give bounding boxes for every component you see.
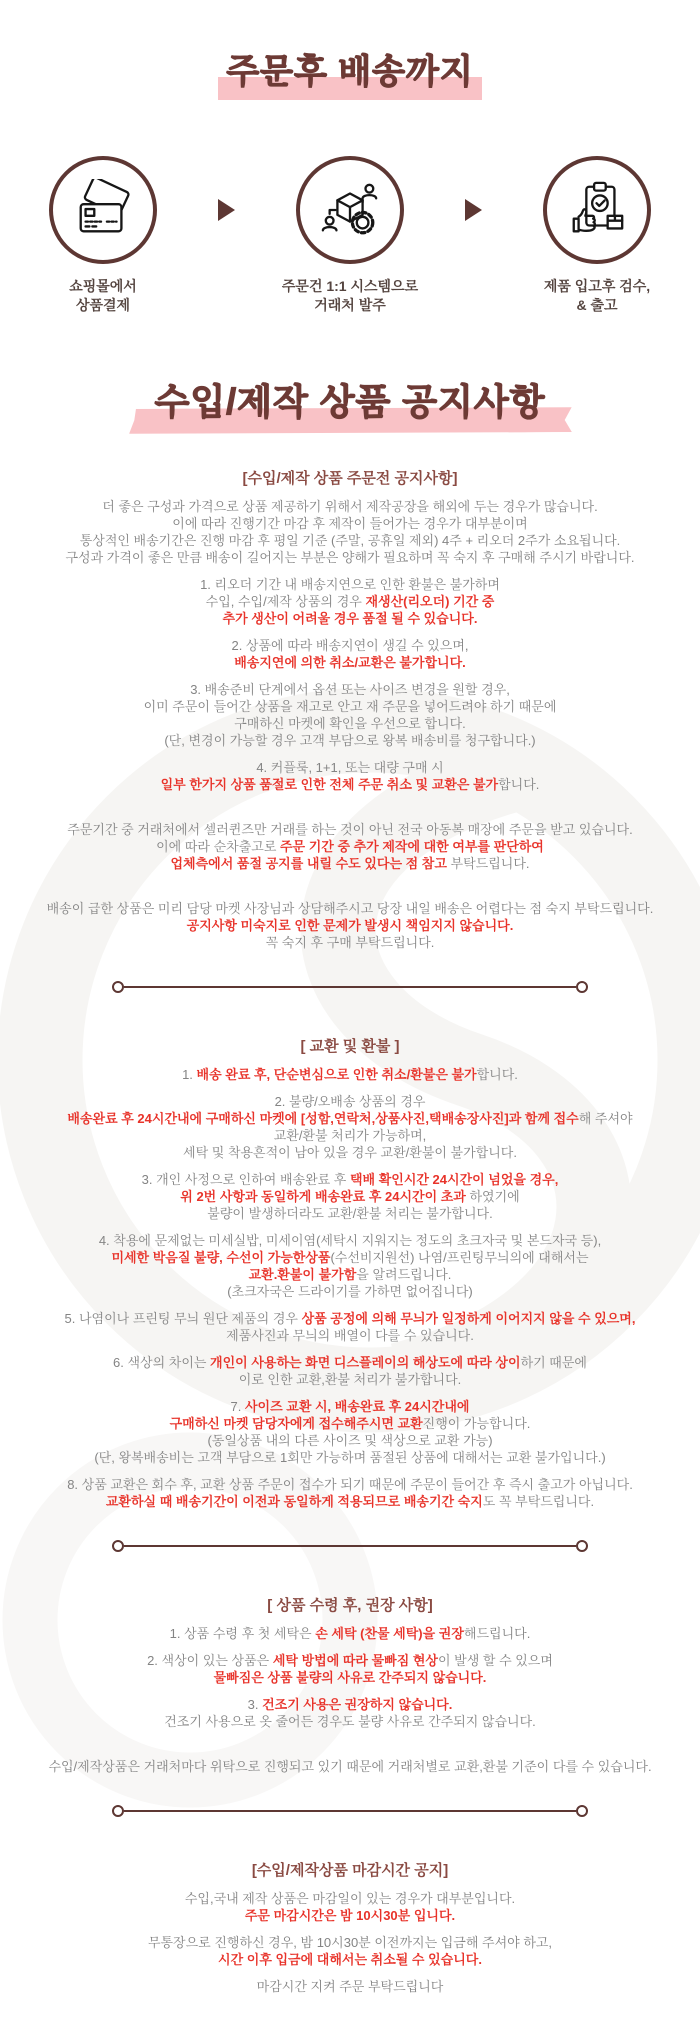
text-segment: 배송완료 후 24시간내에 구매하신 마켓에 [성함,연락처,상품사진,택배송장사진]과 함께 접수 — [67, 1111, 579, 1126]
text-segment: 1. — [182, 1067, 197, 1082]
notice-item — [0, 1978, 700, 1995]
text-segment: 사이즈 교환 시, 배송완료 후 24시간내에 — [244, 1399, 470, 1414]
text-segment: 5. 나염이나 프린팅 무늬 원단 제품의 경우 — [64, 1311, 302, 1326]
text-segment: 시간 이후 입금에 대해서는 취소될 수 있습니다. — [218, 1952, 482, 1967]
text-line — [0, 610, 700, 627]
text-segment: 이에 따라 진행기간 마감 후 제작이 들어가는 경우가 대부분이며 — [172, 516, 528, 531]
divider-line — [124, 1810, 576, 1813]
step-label-line: 쇼핑몰에서 — [69, 278, 137, 294]
text-segment: 건조기 사용은 권장하지 않습니다. — [262, 1697, 453, 1712]
text-line — [0, 1476, 700, 1493]
text-segment: 건조기 사용으로 옷 줄어든 경우도 불량 사유로 간주되지 않습니다. — [164, 1714, 536, 1729]
divider-endpoint — [112, 981, 124, 993]
step-order-system — [257, 156, 443, 315]
text-line — [0, 1205, 700, 1222]
step-label — [69, 277, 137, 315]
notice-item — [0, 1066, 700, 1083]
text-segment: (수선비지원선) 나염/프린팅무늬의에 대해서는 — [330, 1250, 589, 1265]
notice-item — [0, 498, 700, 566]
text-line — [0, 1354, 700, 1371]
text-line — [0, 1713, 700, 1730]
text-segment: 더 좋은 구성과 가격으로 상품 제공하기 위해서 제작공장을 해외에 두는 경우가 많습니다. — [102, 499, 598, 514]
text-line — [0, 1266, 700, 1283]
text-segment: 꼭 숙지 후 구매 부탁드립니다. — [265, 935, 435, 950]
notice-item — [0, 1890, 700, 1924]
text-line — [0, 1493, 700, 1510]
text-segment: 공지사항 미숙지로 인한 문제가 발생시 책임지지 않습니다. — [186, 918, 514, 933]
notice-item — [0, 1652, 700, 1686]
text-line — [0, 1907, 700, 1924]
text-segment: 해 주셔야 — [578, 1111, 633, 1126]
text-segment: 부탁드립니다. — [450, 856, 530, 871]
text-line — [0, 1951, 700, 1968]
notice-item — [0, 1310, 700, 1344]
step-inspection — [504, 156, 690, 315]
notice-item — [0, 1625, 700, 1642]
text-line — [0, 917, 700, 934]
text-segment: 주문 기간 중 추가 제작에 대한 여부를 판단하여 — [279, 839, 544, 854]
section-heading: [수입/제작상품 마감시간 공지] — [251, 1862, 449, 1879]
text-segment: 이 발생 할 수 있으며 — [438, 1653, 553, 1668]
text-line — [0, 1066, 700, 1083]
text-line — [0, 1144, 700, 1161]
step-label-line: 거래처 발주 — [314, 297, 386, 313]
text-line — [0, 498, 700, 515]
notice-item — [0, 1696, 700, 1730]
text-segment: 6. 색상의 차이는 — [113, 1355, 211, 1370]
step-circle — [49, 156, 157, 264]
text-line — [0, 1232, 700, 1249]
text-line — [0, 1432, 700, 1449]
text-line — [0, 515, 700, 532]
text-line — [0, 681, 700, 698]
divider-endpoint — [576, 981, 588, 993]
text-segment: 재생산(리오더) 기간 중 — [365, 594, 495, 609]
text-line — [0, 1625, 700, 1642]
notice-title — [155, 379, 546, 425]
step-label-line: 상품결제 — [75, 297, 131, 313]
text-line — [0, 1171, 700, 1188]
notice-item — [0, 1476, 700, 1510]
text-segment: 추가 생산이 어려울 경우 품절 될 수 있습니다. — [222, 611, 478, 626]
text-segment: 주문기간 중 거래처에서 셀러퀸즈만 거래를 하는 것이 아닌 전국 아동복 매장에 주문을 받고 있습니다. — [67, 822, 633, 837]
text-segment: 합니다. — [476, 1067, 518, 1082]
text-segment: 하기 때문에 — [520, 1355, 587, 1370]
text-segment: 교환/환불 처리가 가능하며, — [273, 1128, 427, 1143]
text-segment: 1. 리오더 기간 내 배송지연으로 인한 환불은 불가하며 — [200, 577, 500, 592]
text-segment: 손 세탁 (찬물 세탁)을 권장 — [315, 1626, 464, 1641]
text-segment: 교환하실 때 배송기간이 이전과 동일하게 적용되므로 배송기간 숙지 — [105, 1494, 483, 1509]
notice-item — [0, 759, 700, 793]
text-segment: 배송이 급한 상품은 미리 담당 마켓 사장님과 상담해주시고 당장 내일 배송은 어렵다는 점 숙지 부탁드립니다. — [46, 901, 654, 916]
text-segment: 수입,국내 제작 상품은 마감일이 있는 경우가 대부분입니다. — [184, 1891, 516, 1906]
text-segment: 하였기에 — [465, 1189, 520, 1204]
notice-item — [0, 681, 700, 749]
notice-item — [0, 1232, 700, 1300]
text-line — [0, 1327, 700, 1344]
text-line — [0, 654, 700, 671]
text-segment: 수입, 수입/제작 상품의 경우 — [205, 594, 366, 609]
section-divider — [112, 1805, 588, 1817]
text-segment: 도 꼭 부탁드립니다. — [482, 1494, 595, 1509]
notice-item — [0, 1398, 700, 1466]
text-segment: 이로 인한 교환,환불 처리가 불가합니다. — [238, 1372, 462, 1387]
divider-line — [124, 986, 576, 989]
step-label-line: 제품 입고후 검수, — [543, 278, 651, 294]
arrow-right-icon — [218, 199, 235, 221]
text-line — [0, 934, 700, 951]
divider-endpoint — [576, 1540, 588, 1552]
text-segment: 개인이 사용하는 화면 디스플레이의 해상도에 따라 상이 — [210, 1355, 521, 1370]
text-segment: 3. 배송준비 단계에서 옵션 또는 사이즈 변경을 원할 경우, — [190, 682, 510, 697]
text-segment: 미세한 박음질 불량, 수선이 가능한상품 — [111, 1250, 331, 1265]
text-line — [0, 900, 700, 917]
text-segment: 물빠짐은 상품 불량의 사유로 간주되지 않습니다. — [213, 1670, 487, 1685]
text-segment: 구성과 가격이 좋은 만큼 배송이 길어지는 부분은 양해가 필요하며 꼭 숙지 후 구매해 주시기 바랍니다. — [65, 550, 635, 565]
text-segment: (초크자국은 드라이기를 가하면 없어집니다) — [227, 1284, 473, 1299]
text-segment: 7. — [230, 1399, 245, 1414]
text-line — [0, 1696, 700, 1713]
text-segment: 3. 개인 사정으로 인하여 배송완료 후 — [141, 1172, 350, 1187]
notice-item — [0, 1354, 700, 1388]
text-line — [0, 1398, 700, 1415]
text-line — [0, 1449, 700, 1466]
notice-item — [0, 1171, 700, 1222]
text-line — [0, 759, 700, 776]
text-line — [0, 593, 700, 610]
arrow-right-icon — [465, 199, 482, 221]
text-segment: 무통장으로 진행하신 경우, 밤 10시30분 이전까지는 입금해 주셔야 하고, — [147, 1935, 553, 1950]
order-flow-steps — [0, 156, 700, 315]
divider-endpoint — [112, 1540, 124, 1552]
text-line — [0, 1093, 700, 1110]
text-line — [0, 1249, 700, 1266]
text-line — [0, 1110, 700, 1127]
order-flow-title — [226, 50, 473, 94]
text-segment: (동일상품 내의 다른 사이즈 및 색상으로 교환 가능) — [207, 1433, 493, 1448]
notice-item — [0, 637, 700, 671]
step-circle — [296, 156, 404, 264]
text-segment: 세탁 방법에 따라 물빠짐 현상 — [272, 1653, 438, 1668]
text-segment: 일부 한가지 상품 품절로 인한 전체 주문 취소 및 교환은 불가 — [160, 777, 499, 792]
order-flow-title-text: 주문후 배송까지 — [226, 53, 474, 91]
notice-paragraph — [0, 900, 700, 951]
text-line — [0, 1283, 700, 1300]
divider-endpoint — [576, 1805, 588, 1817]
notice-item — [0, 1093, 700, 1161]
text-line — [0, 1415, 700, 1432]
text-line — [0, 821, 700, 838]
text-segment: 을 알려드립니다. — [356, 1267, 452, 1282]
text-segment: 택배 확인시간 24시간이 넘었을 경우, — [349, 1172, 559, 1187]
text-segment: 4. 커플룩, 1+1, 또는 대량 구매 시 — [256, 760, 444, 775]
text-line — [0, 1188, 700, 1205]
text-line — [0, 637, 700, 654]
notice-sections — [0, 467, 700, 1995]
step-label — [544, 277, 650, 315]
section-heading: [ 상품 수령 후, 권장 사항] — [267, 1597, 433, 1614]
order-flow-title-row — [0, 0, 700, 94]
step-circle — [543, 156, 651, 264]
text-segment: 구매하신 마켓에 확인을 우선으로 합니다. — [234, 716, 466, 731]
text-segment: 수입/제작상품은 거래처마다 위탁으로 진행되고 있기 때문에 거래처별로 교환,환불 기준이 다를 수 있습니다. — [48, 1759, 652, 1774]
text-segment: 제품사진과 무늬의 배열이 다를 수 있습니다. — [226, 1328, 474, 1343]
text-line — [0, 1371, 700, 1388]
credit-card-icon — [72, 179, 134, 241]
text-line — [0, 1934, 700, 1951]
text-segment: 이미 주문이 들어간 상품을 재고로 안고 재 주문을 넣어드려야 하기 때문에 — [143, 699, 557, 714]
notice-title-row — [0, 379, 700, 425]
text-line — [0, 1310, 700, 1327]
text-line — [0, 1978, 700, 1995]
notice-item — [0, 576, 700, 627]
text-segment: 세탁 및 착용흔적이 남아 있을 경우 교환/환불이 불가합니다. — [183, 1145, 517, 1160]
text-line — [0, 715, 700, 732]
text-segment: 8. 상품 교환은 회수 후, 교환 상품 주문이 접수가 되기 때문에 주문이 들어간 후 즉시 출고가 아닙니다. — [67, 1477, 633, 1492]
text-line — [0, 698, 700, 715]
section-divider — [112, 981, 588, 993]
text-line — [0, 1890, 700, 1907]
order-system-icon — [319, 179, 381, 241]
text-segment: 업체측에서 품절 공지를 내릴 수도 있다는 점 참고 — [170, 856, 451, 871]
text-segment: 배송 완료 후, 단순변심으로 인한 취소/환불은 불가 — [196, 1067, 477, 1082]
step-label — [282, 277, 418, 315]
text-segment: 위 2번 사항과 동일하게 배송완료 후 24시간이 초과 — [180, 1189, 466, 1204]
text-line — [0, 576, 700, 593]
text-line — [0, 732, 700, 749]
text-segment: 4. 착용에 문제없는 미세실밥, 미세이염(세탁시 지워지는 정도의 초크자국 및 본드자국 등), — [98, 1233, 602, 1248]
section-heading: [ 교환 및 환불 ] — [300, 1038, 400, 1055]
text-line — [0, 1758, 700, 1775]
text-line — [0, 776, 700, 793]
text-segment: 2. 불량/오배송 상품의 경우 — [274, 1094, 426, 1109]
text-line — [0, 1652, 700, 1669]
notice-paragraph — [0, 821, 700, 872]
text-segment: 상품 공정에 의해 무늬가 일정하게 이어지지 않을 수 있으며, — [301, 1311, 636, 1326]
notice-title-text: 수입/제작 상품 공지사항 — [154, 381, 546, 422]
text-segment: 진행이 가능합니다. — [422, 1416, 531, 1431]
text-line — [0, 855, 700, 872]
step-label-line: 주문건 1:1 시스템으로 — [281, 278, 419, 294]
text-segment: 구매하신 마켓 담당자에게 접수해주시면 교환 — [169, 1416, 423, 1431]
section-heading: [수입/제작 상품 주문전 공지사항] — [242, 470, 458, 487]
divider-line — [124, 1545, 576, 1548]
text-line — [0, 838, 700, 855]
text-segment: 2. 상품에 따라 배송지연이 생길 수 있으며, — [231, 638, 469, 653]
text-line — [0, 549, 700, 566]
text-line — [0, 1127, 700, 1144]
text-segment: 1. 상품 수령 후 첫 세탁은 — [169, 1626, 316, 1641]
text-segment: 해드립니다. — [463, 1626, 531, 1641]
text-segment: 배송지연에 의한 취소/교환은 불가합니다. — [234, 655, 466, 670]
text-segment: 주문 마감시간은 밤 10시30분 입니다. — [244, 1908, 456, 1923]
text-segment: (단, 변경이 가능할 경우 고객 부담으로 왕복 배송비를 청구합니다.) — [164, 733, 536, 748]
inspect-ship-icon — [566, 179, 628, 241]
notice-item — [0, 1934, 700, 1968]
text-segment: 합니다. — [498, 777, 540, 792]
text-segment: (단, 왕복배송비는 고객 부담으로 1회만 가능하며 품절된 상품에 대해서는 교환 불가입니다.) — [94, 1450, 606, 1465]
text-segment: 3. — [247, 1697, 263, 1712]
section-divider — [112, 1540, 588, 1552]
step-payment — [10, 156, 196, 315]
text-segment: 교환.환불이 불가함 — [248, 1267, 357, 1282]
step-label-line: & 출고 — [576, 297, 618, 313]
divider-endpoint — [112, 1805, 124, 1817]
text-segment: 불량이 발생하더라도 교환/환불 처리는 불가합니다. — [207, 1206, 493, 1221]
text-segment: 통상적인 배송기간은 진행 마감 후 평일 기준 (주말, 공휴일 제외) 4주 + 리오더 2주가 소요됩니다. — [79, 533, 621, 548]
notice-paragraph — [0, 1758, 700, 1775]
text-line — [0, 1669, 700, 1686]
text-segment: 이에 따라 순차출고로 — [156, 839, 280, 854]
text-line — [0, 532, 700, 549]
text-segment: 2. 색상이 있는 상품은 — [147, 1653, 273, 1668]
text-segment: 마감시간 지켜 주문 부탁드립니다 — [256, 1979, 444, 1994]
